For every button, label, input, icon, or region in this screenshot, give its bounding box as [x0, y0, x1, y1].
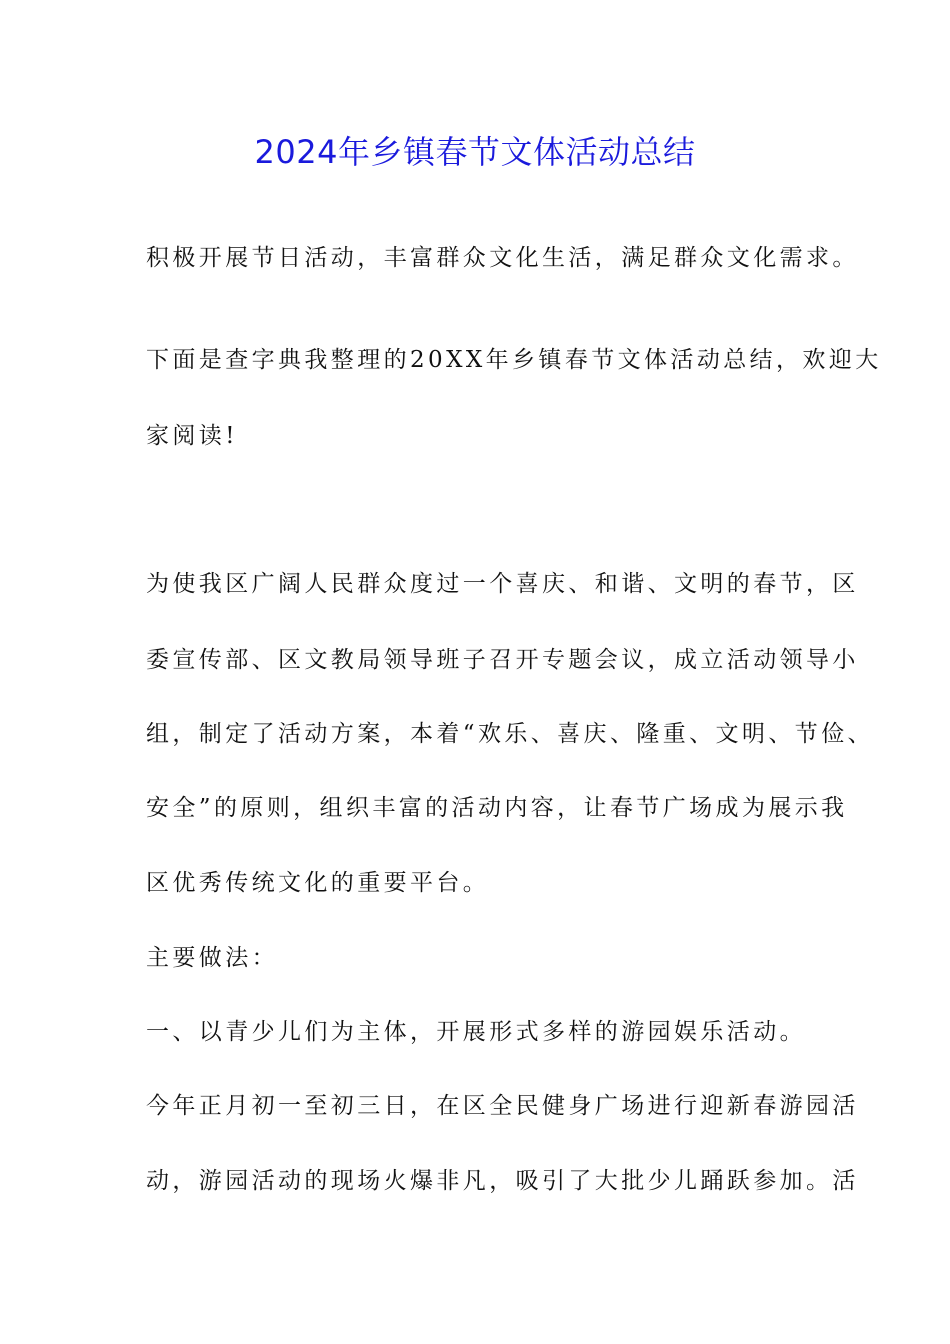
paragraph-line: 今年正月初一至初三日，在区全民健身广场进行迎新春游园活 [146, 1093, 859, 1119]
paragraph-line: 积极开展节日活动，丰富群众文化生活，满足群众文化需求。 [146, 245, 859, 271]
paragraph-line: 安全”的原则，组织丰富的活动内容，让春节广场成为展示我 [146, 795, 848, 821]
document-title: 2024年乡镇春节文体活动总结 [254, 133, 696, 171]
paragraph-line: 下面是查字典我整理的20XX年乡镇春节文体活动总结，欢迎大 [146, 347, 882, 373]
paragraph-line: 组，制定了活动方案，本着“欢乐、喜庆、隆重、文明、节俭、 [146, 721, 874, 747]
section-heading: 一、以青少儿们为主体，开展形式多样的游园娱乐活动。 [146, 1019, 806, 1045]
section-label: 主要做法： [146, 945, 278, 971]
paragraph-line: 区优秀传统文化的重要平台。 [146, 870, 490, 896]
paragraph-line: 动，游园活动的现场火爆非凡，吸引了大批少儿踊跃参加。活 [146, 1168, 859, 1194]
paragraph-line: 为使我区广阔人民群众度过一个喜庆、和谐、文明的春节，区 [146, 571, 859, 597]
paragraph-line: 委宣传部、区文教局领导班子召开专题会议，成立活动领导小 [146, 647, 859, 673]
paragraph-line: 家阅读! [146, 423, 238, 449]
